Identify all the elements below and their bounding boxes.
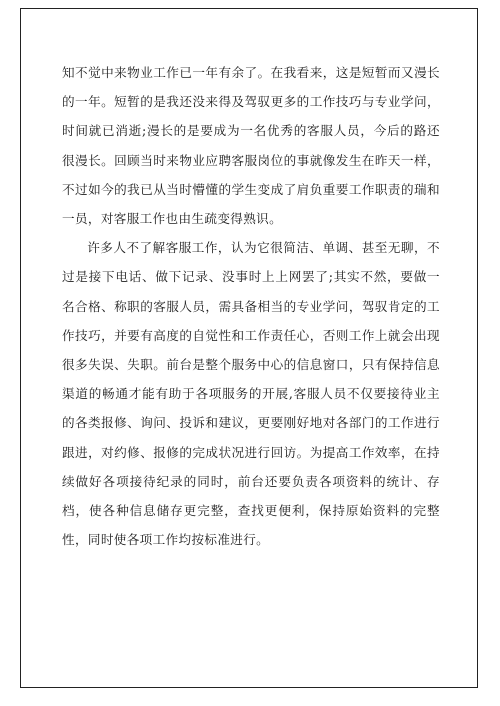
document-body: [62, 58, 440, 554]
paragraph-2: 许多人不了解客服工作，认为它很简洁、单调、甚至无聊，不过是接下电话、做下记录、没事时上上网罢了;其实不然，要做一名合格、称职的客服人员，需具备相当的专业学问，驾驭肯定的工作技巧，并要有高度的自觉性和工作责任心，否则工作上就会出现很多失误、失职。前台是整个服务中心的信息窗口，只有保持信息渠道的畅通才能有助于各项服务的开展,客服人员不仅要接待业主的各类报修、询问、投诉和建议，更要刚好地对各部门的工作进行跟进，对约修、报修的完成状况进行回访。为提高工作效率，在持续做好各项接待纪录的同时，前台还要负责各项资料的统计、存档，使各种信息储存更完整，查找更便利，保持原始资料的完整性，同时使各项工作均按标准进行。: [62, 240, 440, 548]
paragraph-1: 知不觉中来物业工作已一年有余了。在我看来，这是短暂而又漫长的一年。短暂的是我还没来得及驾驭更多的工作技巧与专业学问，时间就已消逝;漫长的是要成为一名优秀的客服人员，今后的路还很漫长。回顾当时来物业应聘客服岗位的事就像发生在昨天一样，不过如今的我已从当时懵懂的学生变成了肩负重要工作职责的瑞和一员，对客服工作也由生疏变得熟识。: [62, 65, 440, 227]
